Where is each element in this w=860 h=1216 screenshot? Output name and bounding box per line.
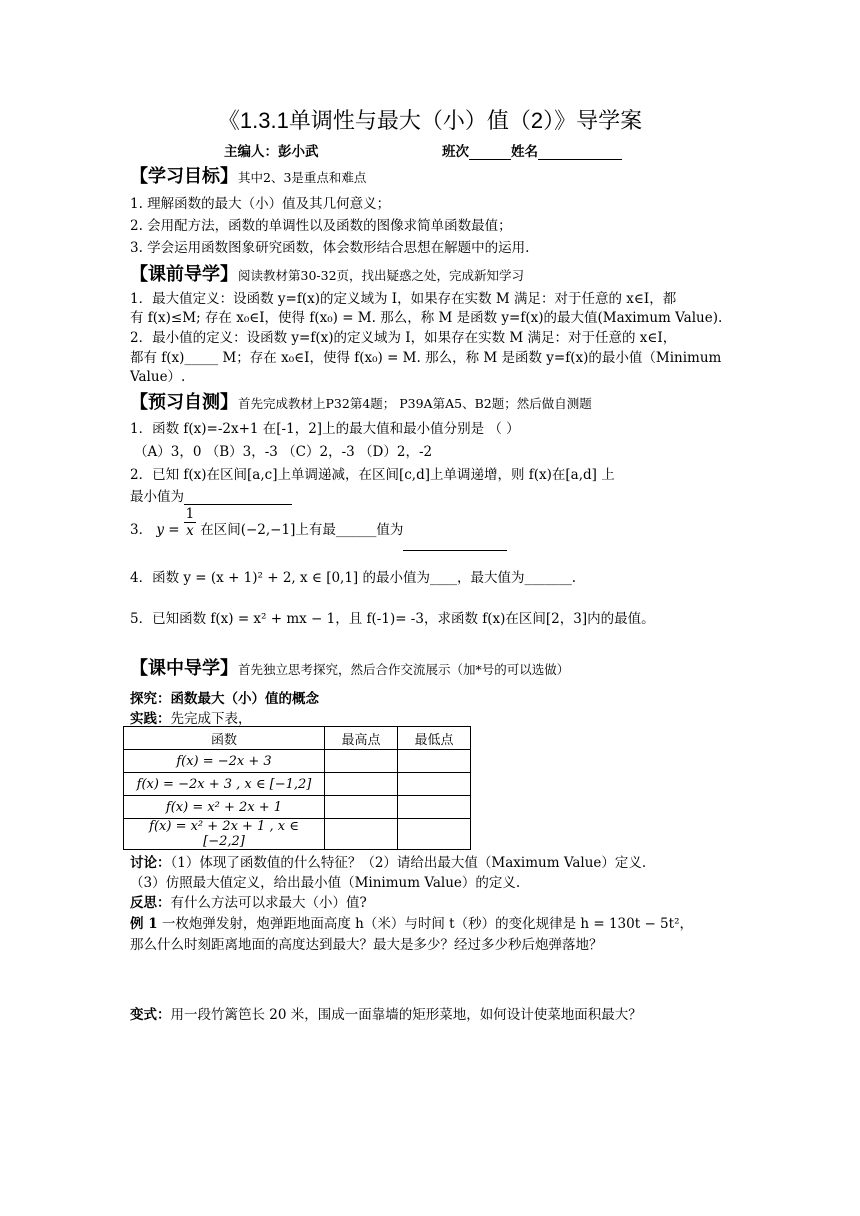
discussion-line-2: （3）仿照最大值定义，给出最小值（Minimum Value）的定义. <box>130 875 521 891</box>
function-table <box>123 726 471 850</box>
definition-line: 有 f(x)≤M; 存在 x₀∈I，使得 f(x₀) = M. 那么，称 M 是函数 y=f(x)的最大值(Maximum Value). <box>130 310 723 326</box>
table-row <box>124 750 471 773</box>
table-header: 最高点 <box>325 727 398 750</box>
class-name-line <box>442 140 622 160</box>
section-learning-goals <box>130 162 366 188</box>
table-cell-max[interactable] <box>325 750 398 773</box>
table-cell-max[interactable] <box>325 773 398 796</box>
section-heading: 【预习自测】 <box>130 392 238 413</box>
discussion-line <box>130 851 646 871</box>
definition-line: Value）. <box>130 369 186 385</box>
question-3 <box>130 506 507 546</box>
question-2-answer <box>130 485 292 505</box>
table-cell-min[interactable] <box>398 773 471 796</box>
discussion-label: 讨论： <box>130 855 171 871</box>
question-1: 1．函数 f(x)=-2x+1 在[-1，2]上的最大值和最小值分别是 （ ） <box>130 421 520 437</box>
table-cell-max[interactable] <box>325 796 398 819</box>
section-self-test <box>130 388 592 414</box>
section-preview <box>130 260 524 286</box>
table-row <box>124 819 471 850</box>
section-heading: 【学习目标】 <box>130 166 238 187</box>
table-cell-function: f(x) = −2x + 3 <box>124 750 325 773</box>
section-note: 首先完成教材上P32第4题； P39A第A5、B2题；然后做自测题 <box>238 396 592 411</box>
answer-blank[interactable] <box>403 536 507 551</box>
table-cell-min[interactable] <box>398 750 471 773</box>
reflection-text: 有什么方法可以求最大（小）值? <box>170 895 367 911</box>
question-4: 4．函数 y = (x + 1)² + 2, x ∈ [0,1] 的最小值为____，最大值为_______. <box>130 570 577 586</box>
practice-line <box>130 707 252 727</box>
question-3-y: y = <box>156 522 180 538</box>
question-3-number: 3． <box>130 522 153 538</box>
practice-label: 实践： <box>130 711 171 727</box>
question-3-text: 在区间(−2,−1]上有最______值为 <box>200 522 404 538</box>
table-header-row <box>124 727 471 750</box>
example-label: 例 1 <box>130 916 158 932</box>
question-5: 5．已知函数 f(x) = x² + mx − 1，且 f(-1)= -3，求函数 f(x)在区间[2，3]内的最值。 <box>130 611 655 627</box>
name-blank[interactable] <box>538 145 622 160</box>
goal-item: 3. 学会运用函数图象研究函数，体会数形结合思想在解题中的运用. <box>130 240 530 256</box>
goal-item: 1. 理解函数的最大（小）值及其几何意义； <box>130 196 391 212</box>
example-1-line-2: 那么什么时刻距离地面的高度达到最大？最大是多少？经过多少秒后炮弹落地？ <box>130 937 603 953</box>
table-cell-function: f(x) = x² + 2x + 1 <box>124 796 325 819</box>
editor-line: 主编人：彭小武 <box>224 144 319 160</box>
section-note: 首先独立思考探究，然后合作交流展示（加*号的可以选做） <box>238 662 570 677</box>
definition-line: 都有 f(x)_____ M；存在 x₀∈I，使得 f(x₀) = M. 那么，称 M 是函数 y=f(x)的最小值（Minimum <box>130 350 722 366</box>
reflection-line <box>130 891 367 911</box>
discussion-text: （1）体现了函数值的什么特征？（2）请给出最大值（Maximum Value）定义. <box>170 855 647 871</box>
explore-heading: 探究：函数最大（小）值的概念 <box>130 691 319 706</box>
class-blank[interactable] <box>469 145 511 160</box>
name-label: 姓名 <box>511 144 538 160</box>
reflection-label: 反思： <box>130 895 171 911</box>
variation-label: 变式： <box>130 1007 171 1023</box>
table-cell-function: f(x) = x² + 2x + 1 , x ∈ [−2,2] <box>124 819 325 850</box>
practice-text: 先完成下表， <box>170 711 252 727</box>
question-1-options: （A）3，0 （B）3，-3 （C）2，-3 （D）2，-2 <box>134 444 433 460</box>
definition-line: 1．最大值定义：设函数 y=f(x)的定义域为 I，如果存在实数 M 满足：对于任意的 x∈I，都 <box>130 291 677 307</box>
table-cell-function: f(x) = −2x + 3 , x ∈ [−1,2] <box>124 773 325 796</box>
table-cell-min[interactable] <box>398 819 471 850</box>
variation-line <box>130 1003 642 1023</box>
fraction-denominator: x <box>186 523 194 539</box>
section-in-class <box>130 654 569 680</box>
answer-blank[interactable] <box>184 490 292 505</box>
page-title: 《1.3.1单调性与最大（小）值（2）》导学案 <box>217 108 643 133</box>
variation-text: 用一段竹篱笆长 20 米，围成一面靠墙的矩形菜地，如何设计使菜地面积最大？ <box>170 1007 642 1023</box>
table-cell-max[interactable] <box>325 819 398 850</box>
table-cell-min[interactable] <box>398 796 471 819</box>
section-note: 阅读教材第30-32页，找出疑惑之处，完成新知学习 <box>238 268 525 283</box>
section-heading: 【课中导学】 <box>130 658 238 679</box>
fraction-numerator: 1 <box>185 506 195 522</box>
example-1 <box>130 912 693 932</box>
section-heading: 【课前导学】 <box>130 264 238 285</box>
goal-item: 2. 会用配方法，函数的单调性以及函数的图像求简单函数最值； <box>130 218 512 234</box>
fraction <box>184 506 196 539</box>
question-2-label: 最小值为 <box>130 489 184 505</box>
definition-line: 2．最小值的定义：设函数 y=f(x)的定义域为 I，如果存在实数 M 满足：对于任意的 x∈I， <box>130 330 677 346</box>
table-row <box>124 796 471 819</box>
class-label: 班次 <box>442 144 469 160</box>
table-row <box>124 773 471 796</box>
question-2: 2．已知 f(x)在区间[a,c]上单调递减，在区间[c,d]上单调递增，则 f(x)在[a,d] 上 <box>130 467 615 483</box>
section-note: 其中2、3是重点和难点 <box>238 170 367 185</box>
table-header: 函数 <box>124 727 325 750</box>
table-header: 最低点 <box>398 727 471 750</box>
example-text: 一枚炮弹发射，炮弹距地面高度 h（米）与时间 t（秒）的变化规律是 h = 130t − 5t²， <box>157 916 693 932</box>
